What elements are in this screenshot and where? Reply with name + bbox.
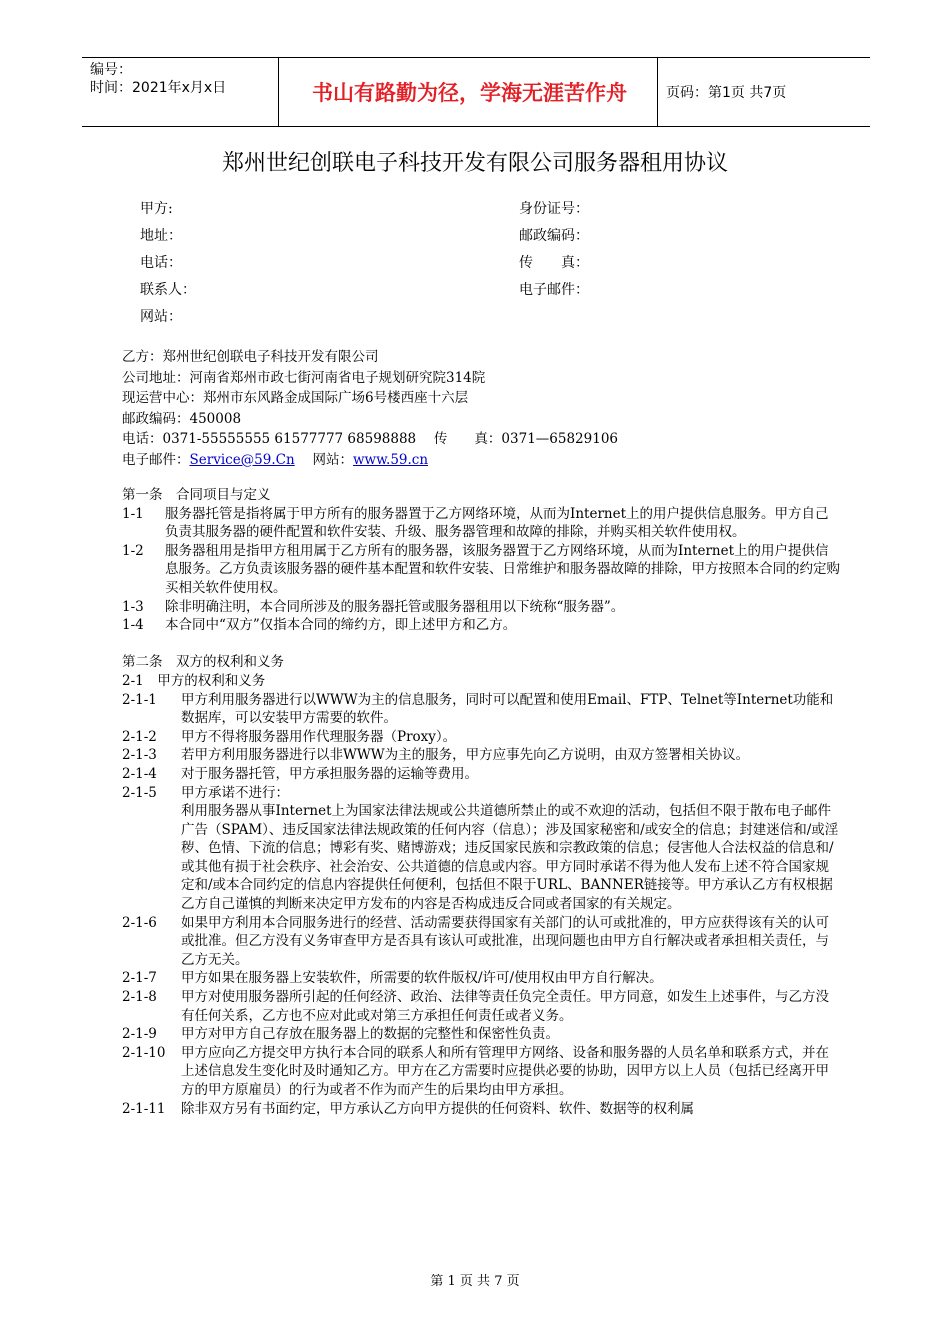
subsection-2-1: 2-1 甲方的权利和义务 (122, 672, 266, 689)
clause-1-2 (122, 542, 840, 598)
clause-number: 1-4 (122, 617, 144, 634)
divider (657, 58, 658, 126)
party-a-name: 甲方: (140, 201, 173, 217)
party-b-contact-line (122, 450, 618, 471)
party-a-address: 地址： (140, 228, 182, 244)
clause-2-1-11 (122, 1100, 840, 1119)
clause-text: 若甲方利用服务器进行以非WWW为主的服务，甲方应事先向乙方说明，由双方签署相关协议。 (181, 747, 750, 764)
clause-number: 2-1-11 (122, 1100, 166, 1117)
clause-text: 甲方如果在服务器上安装软件，所需要的软件版权/许可/使用权由甲方自行解决。 (181, 970, 663, 987)
clause-text: 本合同中“双方”仅指本合同的缔约方，即上述甲方和乙方。 (165, 617, 517, 634)
clause-number: 2-1-1 (122, 691, 157, 708)
party-b-name: 乙方：郑州世纪创联电子科技开发有限公司 (122, 349, 379, 365)
party-a-website: 网站： (140, 309, 182, 325)
clause-number: 1-2 (122, 542, 144, 559)
party-a-fax: 传 真： (519, 255, 589, 271)
header-meta (90, 61, 278, 97)
clause-text: 甲方对甲方自己存放在服务器上的数据的完整性和保密性负责。 (181, 1026, 559, 1043)
page-footer: 第 1 页 共 7 页 (430, 1274, 520, 1289)
clause-text: 除非双方另有书面约定，甲方承认乙方向甲方提供的任何资料、软件、数据等的权利属 (181, 1100, 694, 1117)
page-indicator: 页码：第1页 共7页 (666, 85, 787, 101)
clause-2-1-1 (122, 691, 840, 728)
clause-text: 甲方承诺不进行： (181, 784, 289, 801)
motto: 书山有路勤为径，学海无涯苦作舟 (312, 81, 627, 105)
section-2-title: 第二条 双方的权利和义务 (122, 654, 284, 671)
clause-number: 2-1-7 (122, 970, 157, 987)
clause-number: 1-3 (122, 598, 144, 615)
party-b-address: 公司地址：河南省郑州市政七街河南省电子规划研究院314院 (122, 369, 486, 386)
party-a-contact: 联系人： (140, 282, 196, 298)
clause-text: 甲方对使用服务器所引起的任何经济、政治、法律等责任负完全责任。甲方同意，如发生上述事件，与乙方没有任何关系，乙方也不应对此或对第三方承担任何责任或者义务。 (181, 989, 829, 1024)
clause-2-1-5-body: 利用服务器从事Internet上为国家法律法规或公共道德所禁止的或不欢迎的活动，包括但不限于散布电子邮件广告（SPAM）、违反国家法律法规政策的任何内容（信息）；涉及国家秘密和/或安全的信息；封建迷信和/或淫秽、色情、下流的信息；博彩有奖、赌博游戏；违反国家民族和宗教政策的信息；侵害他人合法权益的信息和/或其他有损于社会秩序、社会治安、公共道德的信息或内容。甲方同时承诺不得为他人发布上述不符合国家规定和/或本合同约定的信息内容提供任何便利，包括但不限于URL、BANNER链接等。甲方承认乙方有权根据乙方自己谨慎的判断来决定甲方发布的内容是否构成违反合同或者国家的有关规定。 (181, 803, 839, 913)
clause-number: 1-1 (122, 505, 144, 522)
clause-2-1-3 (122, 746, 840, 765)
clause-2-1-7 (122, 969, 840, 988)
clause-number: 2-1-6 (122, 914, 157, 931)
clause-2-1-6 (122, 914, 840, 970)
party-b-center: 现运营中心：郑州市东风路金成国际广场6号楼西座十六层 (122, 390, 469, 406)
clause-text: 除非明确注明，本合同所涉及的服务器托管或服务器租用以下统称“服务器”。 (165, 598, 625, 615)
party-a-left (140, 196, 196, 331)
document-header (82, 57, 870, 127)
clause-number: 2-1-8 (122, 989, 157, 1006)
web-label: 网站： (294, 451, 353, 468)
clause-text: 甲方应向乙方提交甲方执行本合同的联系人和所有管理甲方网络、设备和服务器的人员名单和联系方式，并在上述信息发生变化时及时通知乙方。甲方在乙方需要时应提供必要的协助，因甲方以上人员（包括已经离开甲方的甲方原雇员）的行为或者不作为而产生的后果均由甲方承担。 (181, 1044, 829, 1098)
clause-1-1 (122, 505, 840, 542)
clause-2-1-9 (122, 1025, 840, 1044)
party-a-id: 身份证号： (519, 201, 589, 217)
clause-2-1-10 (122, 1044, 840, 1100)
clause-2-1-8 (122, 988, 840, 1025)
clause-text: 服务器托管是指将属于甲方所有的服务器置于乙方网络环境，从而为Internet上的用户提供信息服务。甲方自己负责其服务器的硬件配置和软件安装、升级、服务器管理和故障的排除，并购买相关软件使用权。 (165, 505, 829, 541)
clause-number: 2-1-9 (122, 1026, 157, 1043)
clause-text: 甲方利用服务器进行以WWW为主的信息服务，同时可以配置和使用Email、FTP、Telnet等Internet功能和数据库，可以安装甲方需要的软件。 (181, 691, 834, 727)
clause-text: 如果甲方利用本合同服务进行的经营、活动需要获得国家有关部门的认可或批准的，甲方应获得该有关的认可或批准。但乙方没有义务审查甲方是否具有该认可或批准，出现问题也由甲方自行解决或者承担相关责任，与乙方无关。 (181, 914, 829, 968)
clause-2-1-2 (122, 728, 840, 747)
section-1-title: 第一条 合同项目与定义 (122, 487, 271, 503)
contract-body (122, 486, 840, 1118)
time-label: 时间：2021年x月x日 (90, 80, 227, 96)
website-link[interactable]: www.59.cn (352, 451, 429, 468)
party-b-postcode: 邮政编码：450008 (122, 410, 242, 427)
spacer (122, 635, 840, 654)
party-a-postcode: 邮政编码： (519, 228, 589, 244)
number-label: 编号： (90, 62, 132, 78)
clause-2-1-4 (122, 765, 840, 784)
party-a-right (519, 196, 589, 304)
clause-number: 2-1-10 (122, 1044, 166, 1061)
party-a-phone: 电话： (140, 255, 182, 271)
clause-number: 2-1-2 (122, 728, 157, 745)
clause-text: 服务器租用是指甲方租用属于乙方所有的服务器，该服务器置于乙方网络环境，从而为Internet上的用户提供信息服务。乙方负责该服务器的硬件基本配置和软件安装、日常维护和服务器故障的排除，甲方按照本合同的约定购买相关软件使用权。 (165, 542, 840, 596)
clause-2-1-5 (122, 784, 840, 803)
clause-1-3 (122, 598, 840, 617)
email-link[interactable]: Service@59.Cn (189, 451, 295, 468)
party-b-block (122, 347, 618, 470)
clause-number: 2-1-5 (122, 784, 157, 801)
clause-text: 甲方不得将服务器用作代理服务器（Proxy）。 (181, 728, 457, 745)
party-a-email: 电子邮件： (519, 282, 589, 298)
party-b-phone: 电话：0371-55555555 61577777 68598888 传 真：0371—65829106 (122, 431, 618, 447)
clause-text: 对于服务器托管，甲方承担服务器的运输等费用。 (181, 765, 478, 782)
divider (278, 58, 279, 126)
email-label: 电子邮件： (122, 451, 190, 468)
page-title: 郑州世纪创联电子科技开发有限公司服务器租用协议 (221, 151, 728, 176)
clause-number: 2-1-3 (122, 747, 157, 764)
clause-1-4 (122, 616, 840, 635)
clause-number: 2-1-4 (122, 765, 157, 782)
